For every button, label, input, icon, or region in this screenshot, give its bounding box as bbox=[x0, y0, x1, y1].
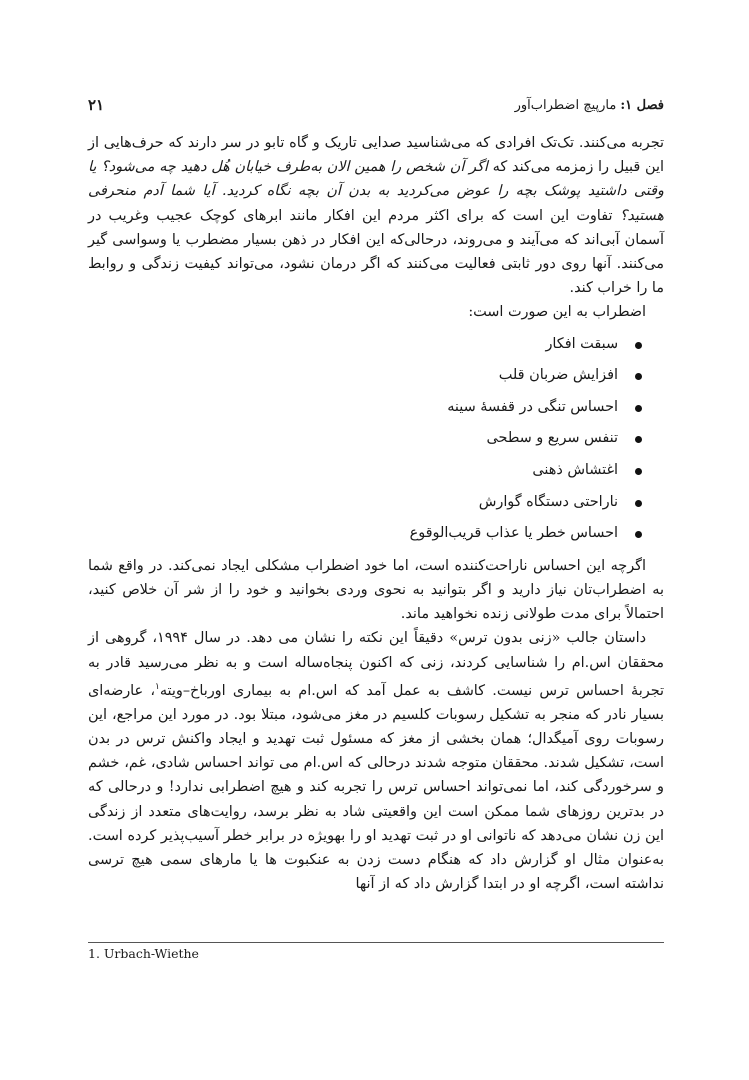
paragraph-1-text-b: تفاوت این است که برای اکثر مردم این افکار مانند ابرهای کوچک عجیب وغریب در آسمان آبی‌اند که می‌آیند و می‌روند، درحالی‌که این افکار در ذهن بسیار مضطرب یا وسواسی گیر می‌کنند. آنها روی دور ثابتی فعالیت می‌کنند که اگر درمان نشود، می‌تواند کیفیت زندگی و روابط ما را خراب کند. bbox=[88, 207, 664, 297]
paragraph-3 bbox=[88, 626, 664, 896]
list-item: اغتشاش ذهنی bbox=[88, 455, 642, 487]
running-header bbox=[88, 93, 664, 117]
footnote: 1. Urbach-Wiethe bbox=[88, 946, 199, 961]
footnote-marker: ۱ bbox=[155, 681, 160, 692]
list-item: احساس خطر یا عذاب قریب‌الوقوع bbox=[88, 518, 642, 550]
paragraph-1-text-a: تجربه می‌کنند. تک‌تک افرادی که می‌شناسید صدایی تاریک و گاه تابو در سر دارند که حرف‌هایی از این قبیل را زمزمه می‌کند که bbox=[88, 135, 664, 176]
chapter-subtitle: مارپیچ اضطراب‌آور bbox=[514, 97, 617, 113]
list-item: تنفس سریع و سطحی bbox=[88, 423, 642, 455]
paragraph-3-text-a: داستان جالب «زنی بدون ترس» دقیقاً این نکته را نشان می دهد. در سال ۱۹۹۴، گروهی از محققان اس.ام را شناسایی کردند، زنی که اکنون پنجاه‌ساله است و به نظر می‌رسید قادر به تجربهٔ احساس ترس نیست. کاشف به عمل آمد که اس.ام به بیماری اورباخ–ویته bbox=[88, 630, 664, 699]
list-item: افزایش ضربان قلب bbox=[88, 360, 642, 392]
page-number: ۲۱ bbox=[88, 96, 105, 114]
chapter-label: فصل ۱: bbox=[620, 97, 664, 113]
paragraph-1-italic-quote: اگر آن شخص را همین الان به‌طرف خیابان هُل دهید چه می‌شود؟ یا وقتی داشتید پوشک بچه را عوض می‌کردید به بدن آن بچه نگاه کردید. آیا شما آدم منحرفی هستید؟ bbox=[88, 159, 664, 224]
paragraph-2: اگرچه این احساس ناراحت‌کننده است، اما خود اضطراب مشکلی ایجاد نمی‌کند. در واقع شما به اضطراب‌تان نیاز دارید و اگر بتوانید به نحوی وردی بخوانید و خود را از شر آن خلاص کنید، احتمالاً برای مدت طولانی زنده نخواهید ماند. bbox=[88, 557, 664, 623]
list-item: ناراحتی دستگاه گوارش bbox=[88, 487, 642, 519]
chapter-title bbox=[515, 98, 664, 113]
list-item: احساس تنگی در قفسهٔ سینه bbox=[88, 392, 642, 424]
paragraph-1 bbox=[88, 131, 664, 300]
symptom-list bbox=[88, 329, 664, 550]
list-intro: اضطراب به این صورت است: bbox=[468, 304, 646, 321]
footnote-divider bbox=[88, 942, 664, 943]
list-item: سبقت افکار bbox=[88, 329, 642, 361]
body-text bbox=[88, 131, 664, 896]
paragraph-3-text-b: ، عارضه‌ای بسیار نادر که منجر به تشکیل رسوبات کلسیم در مغز می‌شود، مبتلا بود. در مورد این مراجع، این رسوبات روی آمیگدال؛ همان بخشی از مغز که مسئول ثبت تهدید و ایجاد واکنش ترس در بدن است، تشکیل شدند. محققان متوجه شدند درحالی که اس.ام می تواند احساس شادی، غم، خشم و سرخوردگی کند، اما نمی‌تواند احساس ترس را تجربه کند و هیچ اضطرابی ندارد! و درحالی که در بدترین روزهای شما ممکن است این واقعیتی شاد به نظر برسد، روایت‌های متعدد از زندگی این زن نشان می‌دهد که ناتوانی او در ثبت تهدید او را بهویژه در برابر خطر آسیب‌پذیر کرده است. به‌عنوان مثال او گزارش داد که هنگام دست زدن به عنکبوت ها یا مارهای سمی هیچ ترسی نداشته است، اگرچه او در ابتدا گزارش داد که از آنها bbox=[88, 682, 664, 893]
